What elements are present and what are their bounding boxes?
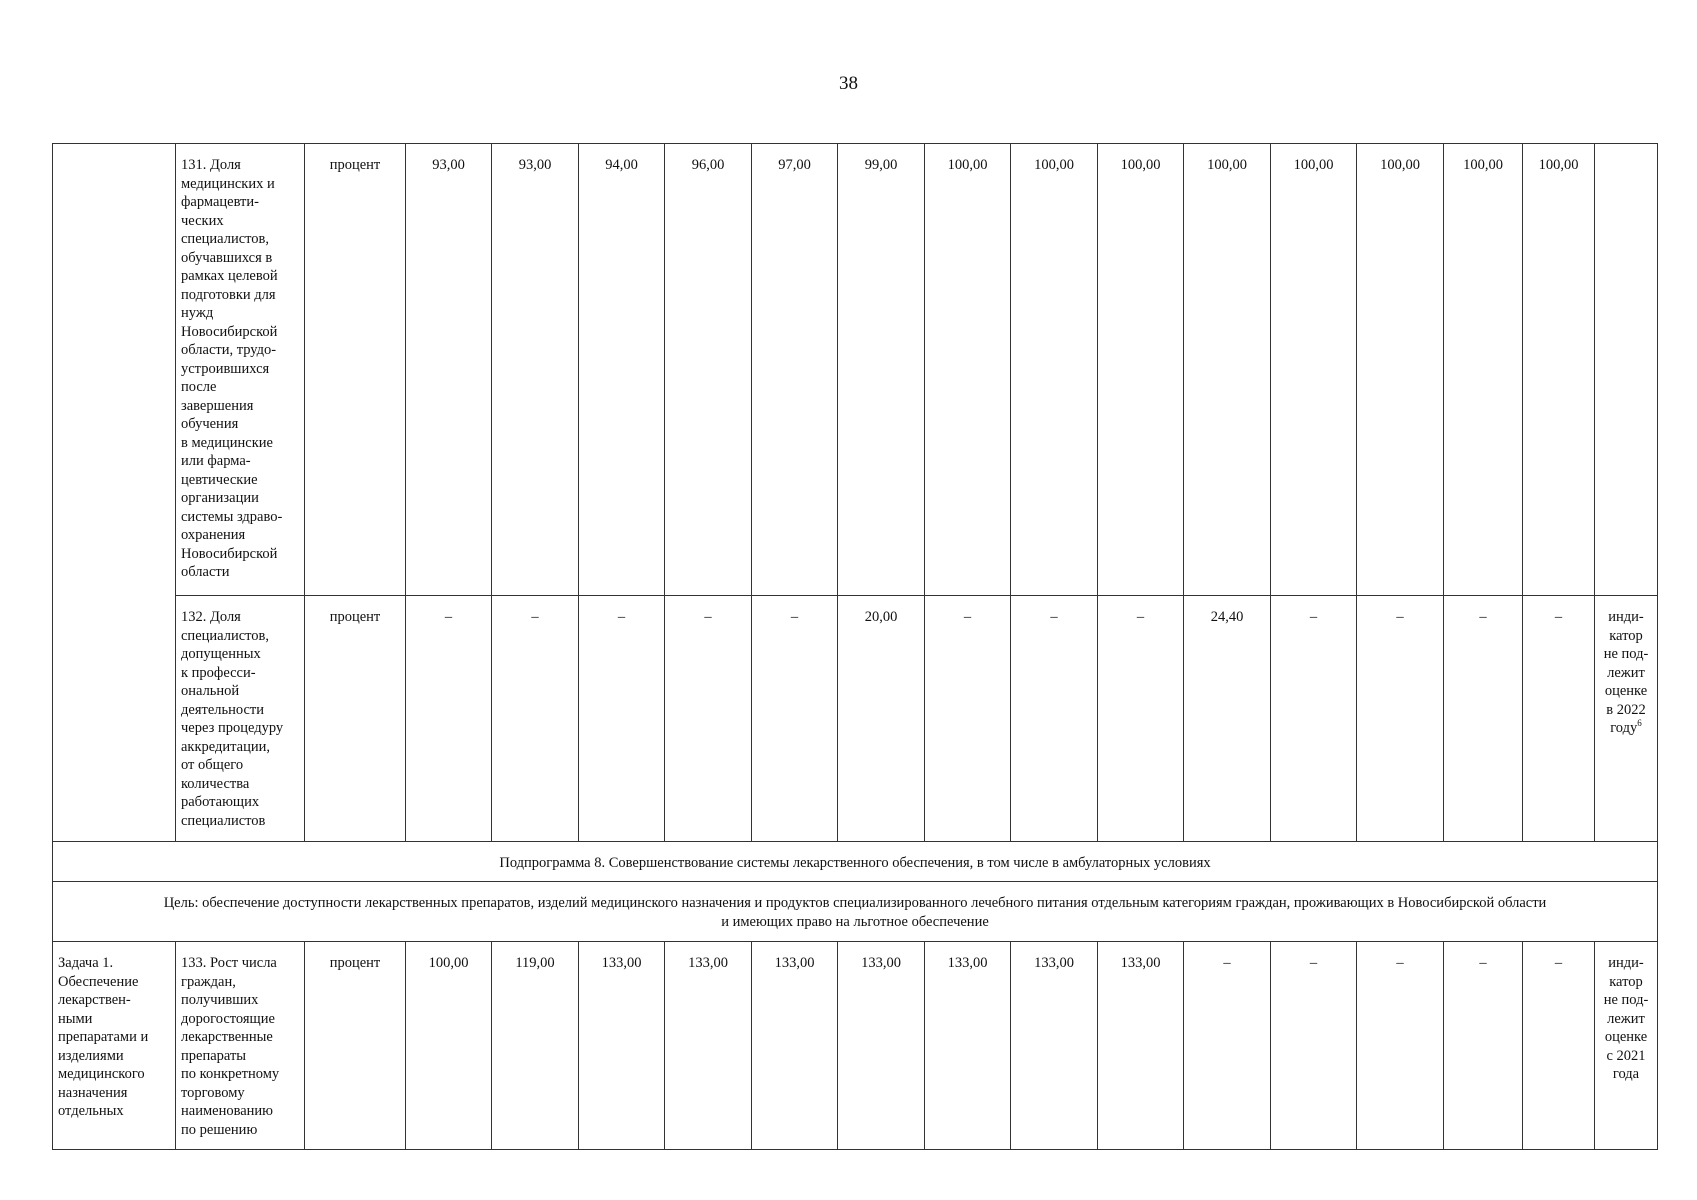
value-cell: 100,00: [1184, 144, 1271, 596]
value-cell: 100,00: [925, 144, 1011, 596]
unit-cell: процент: [305, 596, 406, 842]
value-cell: 93,00: [492, 144, 579, 596]
note-cell: инди- катор не под- лежит оценке в 2022 году$^6$: [1595, 596, 1658, 842]
note-cell: [1595, 144, 1658, 596]
value-cell: –: [1444, 596, 1523, 842]
subprogram-row: [53, 842, 1658, 882]
value-cell: 133,00: [1011, 942, 1098, 1150]
value-cell: 133,00: [752, 942, 838, 1150]
value-cell: –: [1098, 596, 1184, 842]
value-cell: 133,00: [838, 942, 925, 1150]
value-cell: –: [1271, 942, 1357, 1150]
value-cell: 133,00: [579, 942, 665, 1150]
value-cell: 97,00: [752, 144, 838, 596]
task-cell: Задача 1. Обеспечение лекарствен- ными препаратами и изделиями медицинского назначения отдельных: [53, 942, 176, 1150]
value-cell: 133,00: [925, 942, 1011, 1150]
value-cell: 96,00: [665, 144, 752, 596]
value-cell: 100,00: [1011, 144, 1098, 596]
page-number: 38: [839, 73, 858, 94]
goal-row: [53, 882, 1658, 942]
value-cell: –: [1184, 942, 1271, 1150]
indicator-name-cell: 132. Доля специалистов, допущенных к професси- ональной деятельности через процедуру аккредитации, от общего количества работающих специалистов: [176, 596, 305, 842]
value-cell: –: [1523, 942, 1595, 1150]
value-cell: –: [1271, 596, 1357, 842]
value-cell: –: [1011, 596, 1098, 842]
value-cell: –: [665, 596, 752, 842]
value-cell: 24,40: [1184, 596, 1271, 842]
indicator-name-cell: 131. Доля медицинских и фармацевти- ческих специалистов, обучавшихся в рамках целевой подготовки для нужд Новосибирской области, трудо- устроившихся после завершения обучения в медицинские или фарма- цевтические организации системы здраво- охранения Новосибирской области: [176, 144, 305, 596]
value-cell: 99,00: [838, 144, 925, 596]
value-cell: 20,00: [838, 596, 925, 842]
value-cell: 100,00: [1444, 144, 1523, 596]
table-row: [53, 144, 1658, 596]
value-cell: –: [1357, 942, 1444, 1150]
value-cell: –: [1444, 942, 1523, 1150]
value-cell: 100,00: [1098, 144, 1184, 596]
value-cell: –: [1523, 596, 1595, 842]
unit-cell: процент: [305, 942, 406, 1150]
note-cell: инди- катор не под- лежит оценке с 2021 года: [1595, 942, 1658, 1150]
value-cell: 133,00: [1098, 942, 1184, 1150]
value-cell: 94,00: [579, 144, 665, 596]
value-cell: –: [579, 596, 665, 842]
value-cell: –: [925, 596, 1011, 842]
value-cell: 100,00: [1523, 144, 1595, 596]
unit-cell: процент: [305, 144, 406, 596]
goal-text: Цель: обеспечение доступности лекарственных препаратов, изделий медицинского назначения и продуктов специализированного лечебного питания отдельным категориям граждан, проживающих в Новосибирской области и имеющих право на льготное обеспечение: [53, 882, 1658, 942]
value-cell: 100,00: [1271, 144, 1357, 596]
indicators-table: [52, 143, 1658, 1150]
indicator-name-cell: 133. Рост числа граждан, получивших дорогостоящие лекарственные препараты по конкретному торговому наименованию по решению: [176, 942, 305, 1150]
subprogram-title: Подпрограмма 8. Совершенствование системы лекарственного обеспечения, в том числе в амбулаторных условиях: [53, 842, 1658, 882]
value-cell: –: [492, 596, 579, 842]
value-cell: –: [1357, 596, 1444, 842]
footnote-marker: 6: [1637, 718, 1642, 729]
value-cell: –: [752, 596, 838, 842]
task-cell: [53, 144, 176, 842]
value-cell: –: [406, 596, 492, 842]
value-cell: 93,00: [406, 144, 492, 596]
table-row: [53, 596, 1658, 842]
table-row: [53, 942, 1658, 1150]
value-cell: 100,00: [1357, 144, 1444, 596]
value-cell: 133,00: [665, 942, 752, 1150]
value-cell: 119,00: [492, 942, 579, 1150]
value-cell: 100,00: [406, 942, 492, 1150]
